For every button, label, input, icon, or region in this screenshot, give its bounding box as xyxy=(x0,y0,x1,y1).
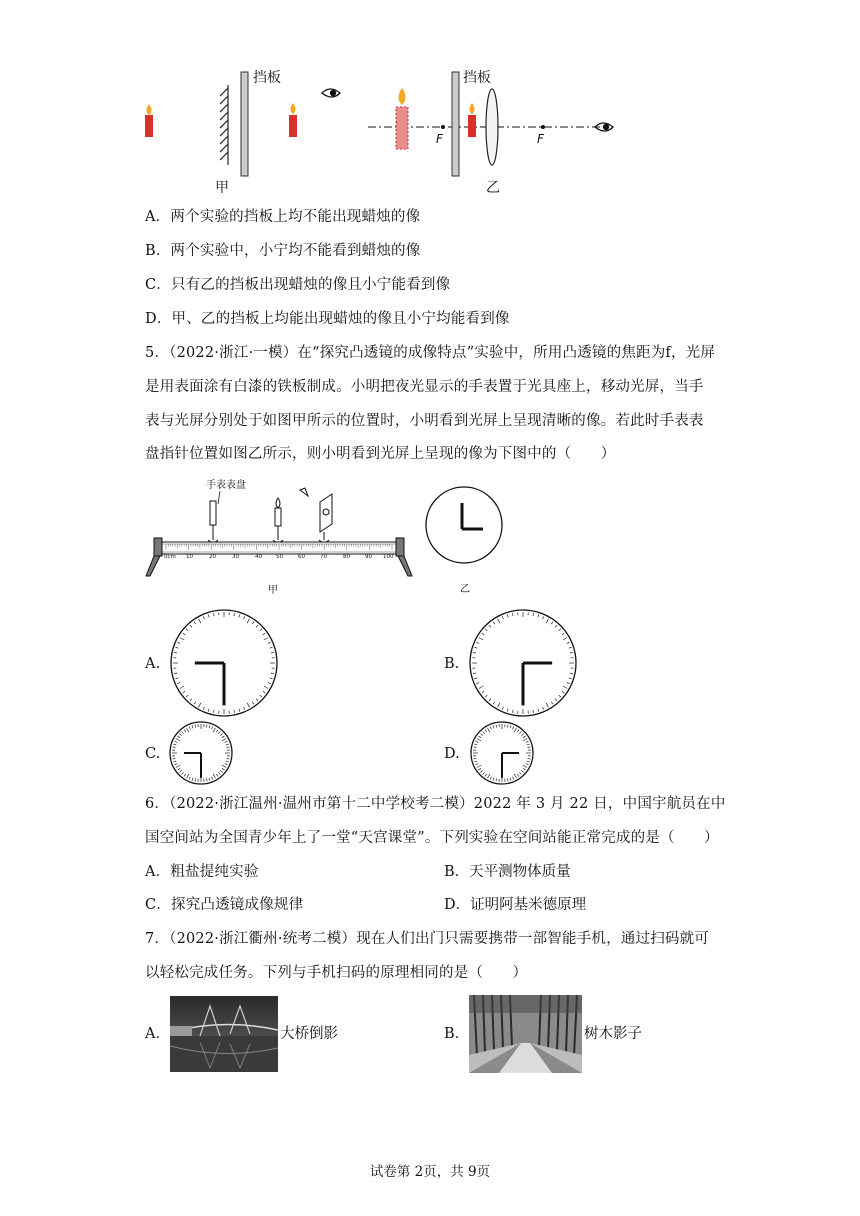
q5-option-c-label: C. xyxy=(145,746,161,762)
tick-70: 70 xyxy=(320,554,327,560)
bridge-reflection-image xyxy=(170,996,278,1072)
q6-option-b: B．天平测物体质量 xyxy=(444,864,571,880)
q6-option-a: A．粗盐提纯实验 xyxy=(145,864,259,880)
q7-option-a-text: 大桥倒影 xyxy=(280,1026,338,1042)
tick-0: 0cm xyxy=(164,554,176,560)
q4-option-a: A．两个实验的挡板上均不能出现蜡烛的像 xyxy=(145,209,421,225)
caption-jia: 甲 xyxy=(268,585,278,596)
convex-lens-icon xyxy=(486,89,498,165)
q4-option-b: B．两个实验中，小宁均不能看到蜡烛的像 xyxy=(145,243,421,259)
tick-100: 100 xyxy=(383,554,394,560)
board-left xyxy=(241,72,248,176)
board-label-right: 挡板 xyxy=(463,70,491,86)
tick-90: 90 xyxy=(365,554,372,560)
q5-stem-line-1: 5．（2022·浙江·一模）在“探究凸透镜的成像特点”实验中，所用凸透镜的焦距为f，光屏 xyxy=(145,345,716,361)
q5-stem-line-3: 表与光屏分别处于如图甲所示的位置时，小明看到光屏上呈现清晰的像。若此时手表表 xyxy=(145,413,704,429)
label-jia: 甲 xyxy=(215,180,229,196)
tick-10: 10 xyxy=(186,554,193,560)
label-yi: 乙 xyxy=(486,180,500,196)
clock-yi-figure xyxy=(422,485,507,595)
tick-20: 20 xyxy=(209,554,216,560)
tick-30: 30 xyxy=(232,554,239,560)
q7-option-b-text: 树木影子 xyxy=(584,1026,642,1042)
q5-option-d-label: D. xyxy=(444,746,460,762)
q4-option-c: C．只有乙的挡板出现蜡烛的像且小宁能看到像 xyxy=(145,277,451,293)
tick-60: 60 xyxy=(298,554,305,560)
tick-40: 40 xyxy=(255,554,262,560)
q5-option-b-label: B. xyxy=(444,656,460,672)
focus-F-right: F xyxy=(537,132,544,146)
q4-option-d: D．甲、乙的挡板上均能出现蜡烛的像且小宁均能看到像 xyxy=(145,311,510,327)
q6-option-c: C．探究凸透镜成像规律 xyxy=(145,897,304,913)
q5-option-a-label: A. xyxy=(145,656,161,672)
plane-mirror-icon xyxy=(220,85,228,165)
focus-F-left: F xyxy=(436,132,443,146)
q6-stem-line-1: 6．（2022·浙江温州·温州市第十二中学校考二模）2022 年 3 月 22 日，中国宇航员在中 xyxy=(145,796,726,812)
q7-stem-line-1: 7．（2022·浙江衢州·统考二模）现在人们出门只需要携带一部智能手机，通过扫码就可 xyxy=(145,931,709,947)
page-footer: 试卷第 2页，共 9页 xyxy=(369,1164,491,1180)
candle-large-icon xyxy=(396,88,408,149)
q7-option-a-letter: A． xyxy=(145,1026,171,1042)
eye-icon xyxy=(322,89,340,97)
q5-stem-line-2: 是用表面涂有白漆的铁板制成。小明把夜光显示的手表置于光具座上，移动光屏，当手 xyxy=(145,379,704,395)
candle-jia-icon xyxy=(289,103,297,137)
q6-option-d: D．证明阿基米德原理 xyxy=(444,897,587,913)
candle-yi-icon xyxy=(468,103,476,137)
tree-shadow-image xyxy=(469,995,582,1073)
board-right xyxy=(452,72,459,176)
tick-80: 80 xyxy=(343,554,350,560)
q5-stem-line-4: 盘指针位置如图乙所示，则小明看到光屏上呈现的像为下图中的（ ） xyxy=(145,446,616,462)
q6-stem-line-2: 国空间站为全国青少年上了一堂“天宫课堂”。下列实验在空间站能正常完成的是（ ） xyxy=(145,830,719,846)
board-label-left: 挡板 xyxy=(253,70,281,86)
q7-stem-line-2: 以轻松完成任务。下列与手机扫码的原理相同的是（ ） xyxy=(145,965,528,981)
optical-bench-figure xyxy=(140,474,420,599)
caption-yi: 乙 xyxy=(460,584,470,595)
tick-50: 50 xyxy=(276,554,283,560)
q7-option-b-letter: B． xyxy=(444,1026,470,1042)
candle-left-icon xyxy=(145,104,153,137)
watch-label: 手表表盘 xyxy=(206,480,246,491)
mirror-lens-figure xyxy=(140,60,620,200)
